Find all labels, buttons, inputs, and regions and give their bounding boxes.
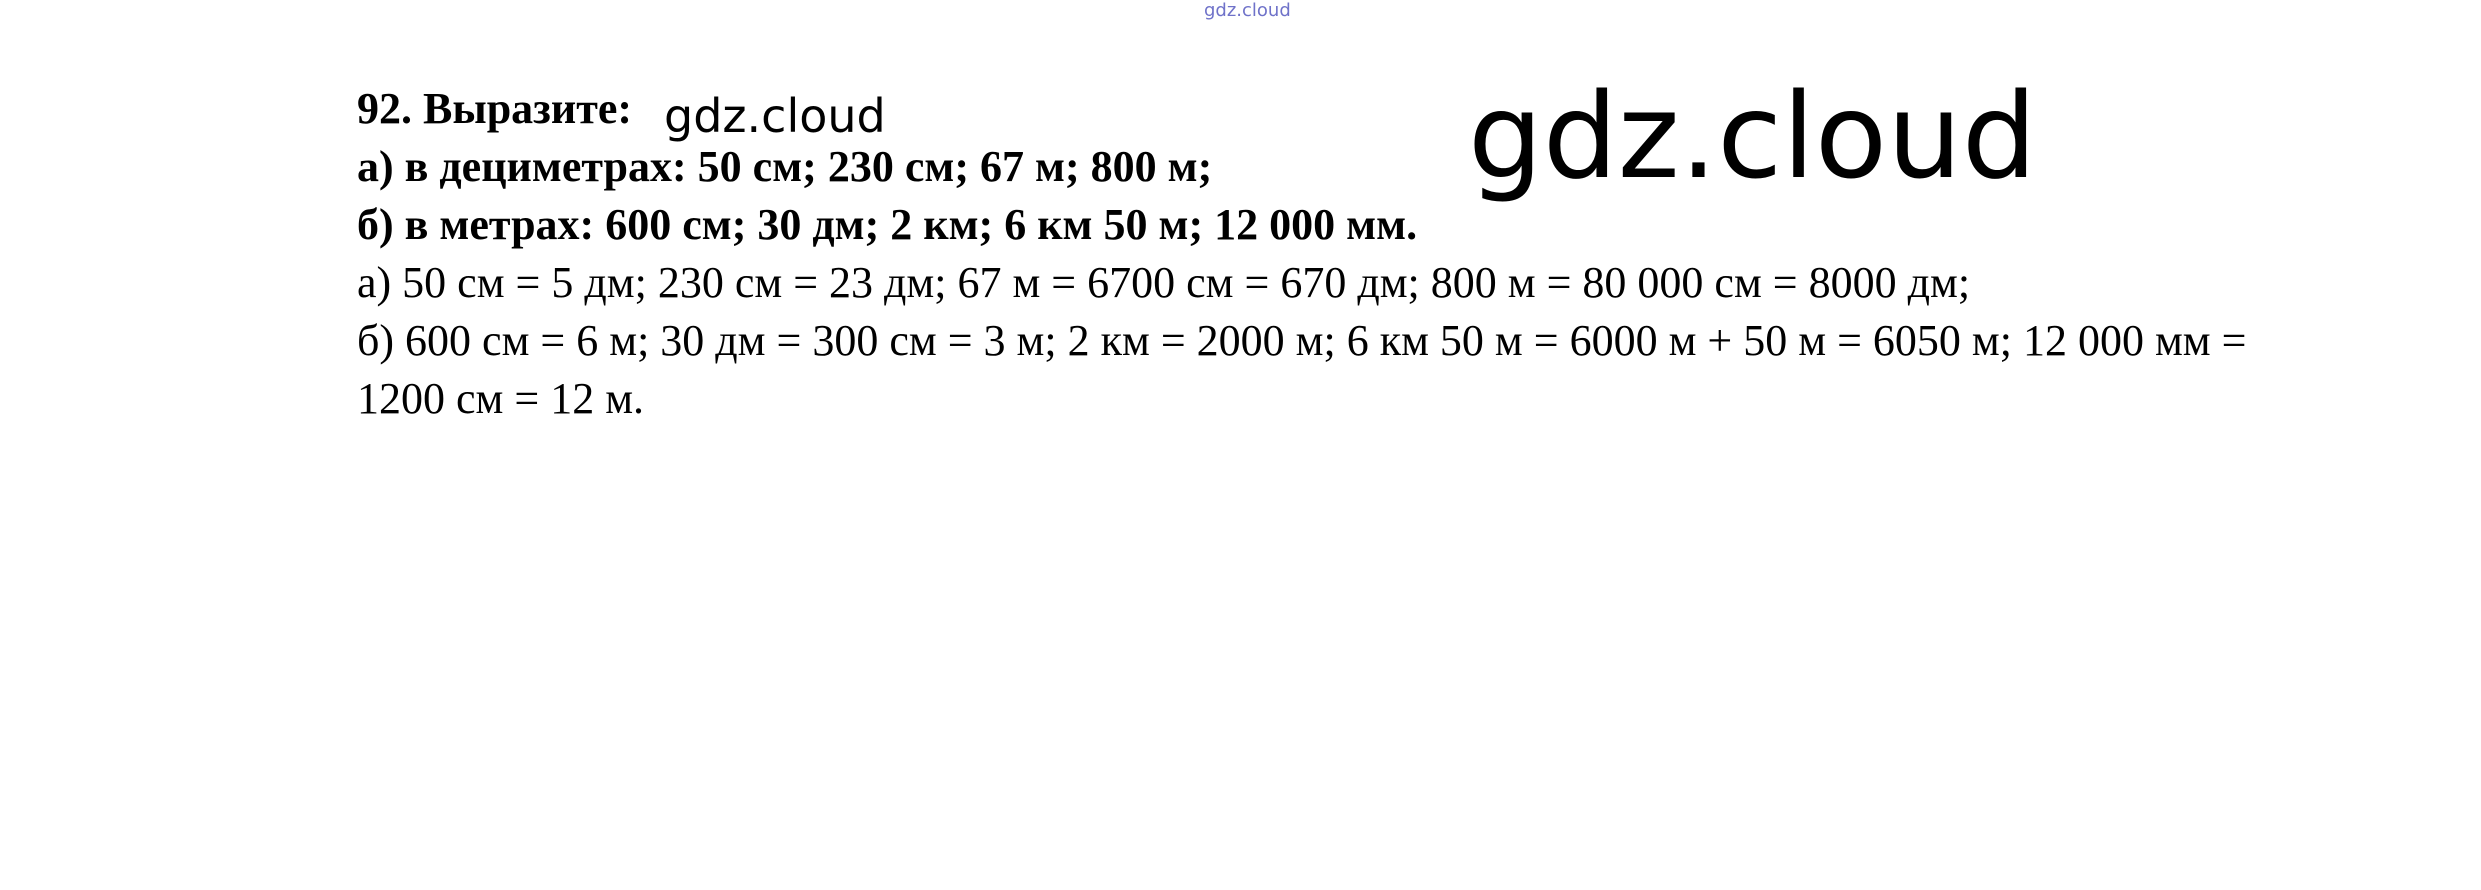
task-title: 92. Выразите: bbox=[357, 84, 632, 133]
task-part-b: б) в метрах: 600 см; 30 дм; 2 км; 6 км 50 м; 12 000 мм. bbox=[357, 200, 1418, 249]
answer-part-a: а) 50 см = 5 дм; 230 см = 23 дм; 67 м = 6700 см = 670 дм; 800 м = 80 000 см = 8000 дм; bbox=[357, 258, 1971, 307]
task-part-a: а) в дециметрах: 50 см; 230 см; 67 м; 800 м; bbox=[357, 142, 1213, 191]
answer-part-b: б) 600 см = 6 м; 30 дм = 300 см = 3 м; 2 км = 2000 м; 6 км 50 м = 6000 м + 50 м = 6050 м; 12 000 мм = 1200 см = 12 м. bbox=[357, 316, 2247, 423]
watermark-small: gdz.cloud bbox=[664, 89, 886, 143]
watermark-big: gdz.cloud bbox=[1468, 67, 2037, 205]
watermark-top: gdz.cloud bbox=[1204, 0, 1291, 21]
